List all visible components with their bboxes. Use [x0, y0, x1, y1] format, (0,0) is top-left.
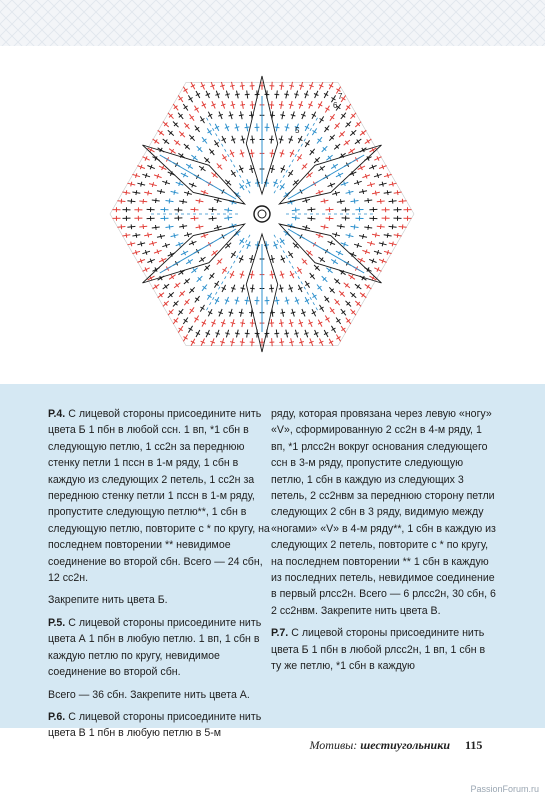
stitch-mark — [382, 182, 383, 187]
stitch-mark — [131, 182, 132, 187]
stitch-mark — [381, 224, 382, 229]
stitch-mark — [333, 164, 336, 168]
stitch-mark — [235, 300, 240, 301]
running-title — [309, 738, 450, 753]
stitch-mark — [291, 115, 296, 116]
stitch-mark — [225, 333, 230, 334]
instruction-paragraph — [271, 406, 497, 619]
stitch-mark — [280, 115, 285, 116]
stitch-mark — [199, 225, 200, 230]
stitch-mark — [188, 164, 191, 168]
stitch-mark — [240, 105, 245, 106]
instructions-panel — [0, 384, 545, 740]
stitch-mark — [298, 156, 302, 159]
stitch-mark — [264, 183, 269, 184]
stitch-mark — [184, 106, 188, 109]
stitch-mark — [188, 260, 191, 264]
stitch-mark — [306, 198, 307, 203]
stitch-mark — [231, 323, 236, 324]
stitch-mark — [274, 333, 279, 334]
stitch-mark — [229, 312, 234, 313]
stitch-mark — [377, 250, 379, 255]
instruction-paragraph — [271, 625, 497, 674]
stitch-mark — [289, 342, 294, 343]
watermark: PassionForum.ru — [470, 784, 539, 794]
stitch-mark — [289, 253, 293, 256]
stitch-mark — [330, 116, 334, 119]
stitch-mark — [255, 245, 260, 246]
stitch-mark — [284, 333, 289, 334]
stitch-mark — [289, 104, 294, 105]
stitch-mark — [354, 225, 355, 230]
page-number: 115 — [465, 738, 483, 752]
stitch-mark — [230, 85, 235, 86]
stitch-mark — [349, 190, 350, 195]
stitch-mark — [174, 233, 175, 238]
stitch-mark — [250, 139, 255, 140]
round-number-label: 6 — [333, 101, 338, 110]
header-pattern-band — [0, 0, 545, 46]
stitch-mark — [145, 173, 147, 178]
stitch-mark — [270, 274, 275, 275]
round-number-label: 7 — [338, 92, 343, 101]
stitch-mark — [381, 199, 382, 204]
page-footer — [0, 736, 545, 756]
instruction-text: С лицевой стороны присоедините нить цвета Б 1 пбн в любой ссн. 1 вп, *1 сбн в следующую петлю, 1 сс2н за переднюю стенку петли 1 пссн в 1-м ряду, 1 сбн в каждую из следующих 2 петель, 1 сс2н за переднюю стенку петли 1 пссн в 1-м ряду, пропустите следующую петлю**, 1 сбн в следующую петлю, повторите с * по кругу, на последнем повторении ** невидимое соединение во второй сбн. Всего — 24 сбн, 12 сс2н. — [48, 408, 270, 585]
stitch-mark — [279, 86, 284, 87]
stitch-mark — [250, 288, 255, 289]
stitch-mark — [143, 199, 144, 204]
stitch-mark — [148, 191, 149, 196]
stitch-mark — [240, 86, 245, 87]
stitch-mark — [375, 191, 376, 196]
stitch-mark — [270, 259, 275, 260]
stitch-mark — [160, 189, 161, 194]
stitch-mark — [387, 233, 388, 238]
stitch-mark — [156, 198, 157, 203]
stitch-mark — [240, 274, 245, 276]
stitch-mark — [368, 198, 369, 203]
stitch-mark — [179, 97, 183, 100]
stitch-mark — [363, 234, 364, 239]
stitch-mark — [156, 225, 157, 230]
stitch-mark — [174, 190, 175, 195]
stitch-mark — [269, 139, 274, 140]
stitch-mark — [231, 104, 236, 105]
stitch-mark — [235, 127, 240, 128]
stitch-mark — [249, 168, 254, 169]
stitch-mark — [141, 242, 142, 247]
stitch-mark — [160, 234, 161, 239]
stitch-mark — [392, 182, 393, 187]
stitch-mark — [126, 233, 127, 238]
stitch-mark — [392, 242, 393, 247]
stitch-mark — [245, 333, 250, 334]
stitch-mark — [235, 94, 240, 95]
stitch-mark — [280, 312, 285, 313]
stitch-mark — [387, 250, 388, 255]
stitch-mark — [285, 300, 290, 301]
round-label: Р.6. — [48, 710, 66, 723]
stitch-mark — [250, 274, 255, 275]
instruction-paragraph — [48, 615, 274, 681]
stitch-mark — [274, 94, 279, 95]
stitch-mark — [367, 139, 370, 143]
stitch-mark — [145, 250, 147, 255]
stitch-mark — [148, 233, 149, 238]
stitch-mark — [289, 323, 294, 324]
stitch-mark — [245, 127, 250, 128]
stitch-mark — [341, 328, 345, 331]
stitch-mark — [239, 115, 244, 116]
instructions-left-column — [48, 406, 274, 748]
stitch-mark — [336, 319, 340, 322]
stitch-mark — [241, 139, 246, 140]
stitch-mark — [190, 309, 194, 312]
stitch-mark — [169, 199, 170, 204]
stitch-mark — [357, 180, 359, 185]
stitch-mark — [341, 224, 342, 229]
stitch-mark — [187, 191, 188, 196]
stitch-mark — [136, 233, 137, 238]
stitch-mark — [280, 274, 285, 276]
stitch-mark — [241, 288, 246, 289]
stitch-mark — [306, 225, 307, 230]
round-label: Р.5. — [48, 616, 66, 629]
stitch-mark — [324, 225, 325, 230]
running-title-prefix: Мотивы: — [309, 738, 361, 752]
stitch-mark — [165, 243, 167, 248]
stitch-mark — [183, 224, 184, 229]
stitch-mark — [225, 94, 230, 95]
stitch-mark — [377, 173, 379, 178]
stitch-mark — [245, 300, 250, 301]
stitch-mark — [184, 319, 188, 322]
stitch-mark — [165, 180, 167, 185]
stitch-mark — [179, 328, 183, 331]
stitch-mark — [255, 183, 260, 184]
round-number-label: 5 — [295, 126, 300, 135]
instruction-paragraph — [48, 592, 274, 608]
stitch-mark — [387, 173, 388, 178]
stitch-mark — [231, 253, 235, 256]
stitch-mark — [231, 172, 235, 175]
instruction-paragraph — [48, 406, 274, 586]
instruction-text: ряду, которая провязана через левую «ногу» «V», сформированную 2 сс2н в 4-м ряду, 1 вп, *1 рлсс2н вокруг основания следующего ссн в 3-м ряду, пропустите следующую петлю, 1 сбн в каждую из следующих 3 петель, 2 сс2нвм за переднюю сторону петли следующих 2 сбн в 3 ряду, видимую между «ногами» «V» в 4-м ряду**, 1 сбн в каждую из следующих 2 петель, повторите с * по кругу, на последнем повторении ** 1 сбн в каждую из последних петель, невидимое соединение в первый рлсс2н. Всего — 6 рлсс2н, 30 сбн, 6 2 сс2нвм. Закрепите нить цвета В. — [271, 408, 496, 617]
magic-ring-inner — [258, 210, 266, 218]
stitch-mark — [239, 312, 244, 313]
stitch-mark — [350, 275, 353, 279]
instruction-text: С лицевой стороны присоедините нить цвета Б 1 пбн в любой рлсс2н, 1 вп, 1 сбн в ту же петлю, *1 сбн в каждую — [271, 627, 486, 673]
stitch-mark — [220, 342, 225, 343]
stitch-mark — [370, 241, 371, 246]
stitch-mark — [368, 225, 369, 230]
stitch-mark — [169, 225, 170, 230]
instructions-right-column — [271, 406, 497, 681]
stitch-mark — [370, 182, 371, 187]
stitch-mark — [240, 342, 245, 343]
stitch-mark — [269, 288, 274, 289]
stitch-mark — [249, 259, 254, 260]
stitch-mark — [190, 116, 194, 119]
stitch-mark — [228, 208, 229, 213]
stitch-mark — [275, 127, 280, 128]
stitch-mark — [294, 333, 299, 334]
stitch-mark — [279, 288, 284, 289]
stitch-mark — [330, 309, 334, 312]
stitch-mark — [296, 208, 297, 213]
round-label: Р.4. — [48, 408, 66, 420]
stitch-mark — [279, 342, 284, 343]
stitch-mark — [136, 250, 137, 255]
stitch-mark — [284, 94, 289, 95]
stitch-mark — [152, 182, 153, 187]
stitch-mark — [143, 224, 144, 229]
stitch-mark — [333, 260, 336, 264]
stitch-mark — [280, 153, 285, 155]
stitch-mark — [357, 243, 359, 248]
stitch-mark — [136, 173, 137, 178]
stitch-mark — [171, 149, 174, 153]
stitch-mark — [349, 233, 350, 238]
stitch-mark — [279, 105, 284, 106]
instruction-paragraph — [48, 687, 274, 703]
stitch-mark — [250, 153, 255, 154]
stitch-mark — [270, 168, 275, 169]
stitch-mark — [299, 85, 304, 86]
stitch-mark — [183, 199, 184, 204]
stitch-mark — [264, 245, 269, 246]
stitch-mark — [155, 139, 158, 143]
stitch-mark — [217, 198, 218, 203]
stitch-mark — [199, 199, 200, 204]
stitch-mark — [335, 191, 336, 196]
stitch-mark — [387, 190, 388, 195]
instruction-text: Закрепите нить цвета Б. — [48, 594, 168, 607]
running-title-section: шестиугольники — [360, 738, 450, 752]
round-label: Р.7. — [271, 627, 289, 640]
stitch-mark — [187, 232, 188, 237]
stitch-mark — [275, 300, 280, 301]
stitch-mark — [397, 233, 398, 238]
stitch-mark — [235, 333, 240, 334]
stitch-mark — [285, 127, 290, 128]
stitch-mark — [354, 199, 355, 204]
stitch-mark — [136, 190, 137, 195]
stitch-mark — [240, 153, 245, 155]
stitch-mark — [223, 269, 227, 272]
stitch-mark — [279, 139, 284, 140]
stitch-mark — [294, 94, 299, 95]
stitch-mark — [152, 241, 153, 246]
stitch-mark — [363, 189, 364, 194]
stitch-mark — [335, 232, 336, 237]
stitch-mark — [289, 172, 293, 175]
stitch-mark — [131, 242, 132, 247]
magic-ring — [254, 206, 270, 222]
stitch-mark — [223, 156, 227, 159]
stitch-mark — [299, 342, 304, 343]
stitch-mark — [155, 285, 158, 289]
stitch-mark — [171, 275, 174, 279]
stitch-mark — [289, 85, 294, 86]
stitch-mark — [220, 85, 225, 86]
stitch-mark — [324, 199, 325, 204]
stitch-mark — [141, 182, 142, 187]
stitch-mark — [382, 242, 383, 247]
stitch-mark — [279, 323, 284, 324]
stitch-mark — [240, 323, 245, 324]
stitch-mark — [230, 342, 235, 343]
stitch-mark — [375, 233, 376, 238]
stitch-mark — [298, 269, 302, 272]
instruction-text: С лицевой стороны присоедините нить цвета А 1 пбн в любую петлю. 1 вп, 1 сбн в каждую петлю по кругу, невидимое соединение во второй сбн. — [48, 616, 262, 679]
instruction-text: С лицевой стороны присоедините нить цвета В 1 пбн в любую петлю в 5-м — [48, 710, 262, 740]
instruction-text: Всего — 36 сбн. Закрепите нить цвета А. — [48, 688, 250, 701]
stitch-mark — [397, 190, 398, 195]
stitch-mark — [291, 312, 296, 313]
stitch-mark — [367, 285, 370, 289]
stitch-mark — [296, 216, 297, 221]
stitch-mark — [341, 199, 342, 204]
stitch-mark — [270, 153, 275, 154]
stitch-mark — [126, 190, 127, 195]
crochet-hexagon-chart — [92, 62, 432, 372]
stitch-mark — [245, 94, 250, 95]
stitch-mark — [350, 149, 353, 153]
stitch-mark — [228, 216, 229, 221]
stitch-mark — [217, 225, 218, 230]
stitch-mark — [229, 115, 234, 116]
